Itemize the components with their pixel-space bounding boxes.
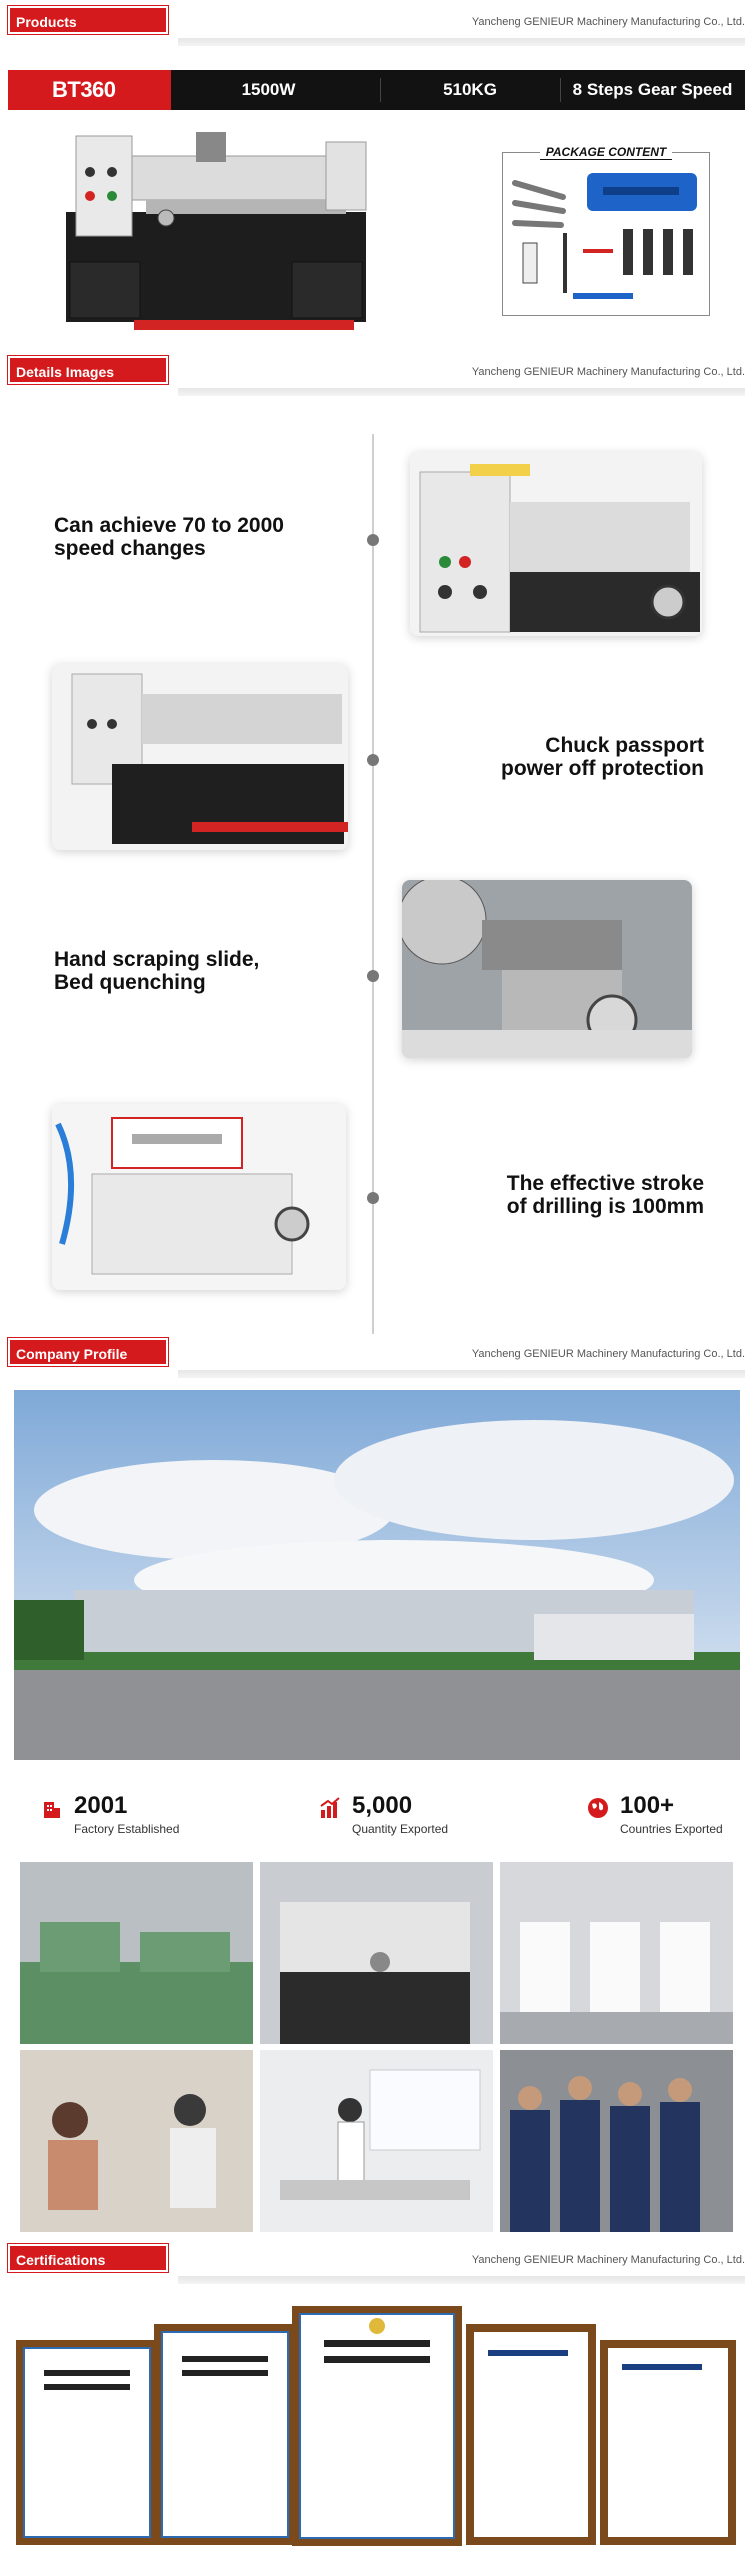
company-name: Yancheng GENIEUR Machinery Manufacturing Co., Ltd.	[471, 366, 745, 378]
feature-photo	[402, 880, 692, 1058]
feature-text: Can achieve 70 to 2000 speed changes	[54, 514, 284, 560]
workshop-photo	[260, 1862, 493, 2044]
feature-photo	[52, 664, 348, 850]
stat-number: 2001	[74, 1792, 128, 1819]
workshop-photo	[500, 1862, 733, 2044]
products-section-header	[8, 6, 745, 58]
timeline-dot	[367, 970, 379, 982]
model-label: BT360	[8, 70, 171, 110]
chart-icon	[318, 1796, 342, 1820]
team-photo	[500, 2050, 733, 2232]
timeline-dot	[367, 754, 379, 766]
profile-section-header	[8, 1338, 745, 1372]
header-rule	[178, 38, 745, 46]
feature-text: Hand scraping slide, Bed quenching	[54, 948, 260, 994]
header-rule	[178, 388, 745, 396]
package-title: PACKAGE CONTENT	[540, 145, 672, 160]
feature-text: Chuck passport power off protection	[501, 734, 704, 780]
header-rule	[178, 1370, 745, 1378]
stat-countries	[586, 1792, 746, 1842]
lathe-machine-image	[56, 122, 372, 344]
package-content-box	[502, 145, 710, 316]
stat-number: 5,000	[352, 1792, 413, 1819]
certs-section-header	[8, 2244, 745, 2278]
feature-text: The effective stroke of drilling is 100mm	[506, 1172, 704, 1218]
feature-photo	[52, 1104, 346, 1290]
tools-image	[503, 153, 709, 315]
meeting-photo	[260, 2050, 493, 2232]
timeline-dot	[367, 534, 379, 546]
company-name: Yancheng GENIEUR Machinery Manufacturing Co., Ltd.	[471, 1348, 745, 1360]
stat-label: Countries Exported	[620, 1822, 723, 1836]
stat-label: Factory Established	[74, 1822, 180, 1836]
section-title: Certifications	[8, 2244, 168, 2272]
company-name: Yancheng GENIEUR Machinery Manufacturing Co., Ltd.	[471, 2254, 745, 2266]
header-rule	[178, 2276, 745, 2284]
workshop-photo	[20, 1862, 253, 2044]
stat-established	[40, 1792, 240, 1842]
section-title: Company Profile	[8, 1338, 168, 1366]
meeting-photo	[20, 2050, 253, 2232]
spec-bar	[8, 70, 745, 110]
building-icon	[40, 1796, 64, 1820]
company-name: Yancheng GENIEUR Machinery Manufacturing Co., Ltd.	[471, 16, 745, 28]
section-title: Products Description	[8, 6, 168, 34]
factory-photo	[14, 1390, 740, 1760]
feature-photo	[410, 452, 702, 636]
section-title: Details Images	[8, 356, 168, 384]
globe-icon	[586, 1796, 610, 1820]
stat-label: Quantity Exported	[352, 1822, 449, 1836]
spec-power: 1500W	[241, 80, 296, 99]
stat-exported	[318, 1792, 518, 1842]
certificates-image	[14, 2300, 740, 2550]
details-section-header	[8, 356, 745, 390]
stat-number: 100+	[620, 1792, 675, 1819]
spec-weight: 510KG	[443, 80, 497, 99]
spec-gear: 8 Steps Gear Speed	[572, 80, 733, 99]
timeline-dot	[367, 1192, 379, 1204]
